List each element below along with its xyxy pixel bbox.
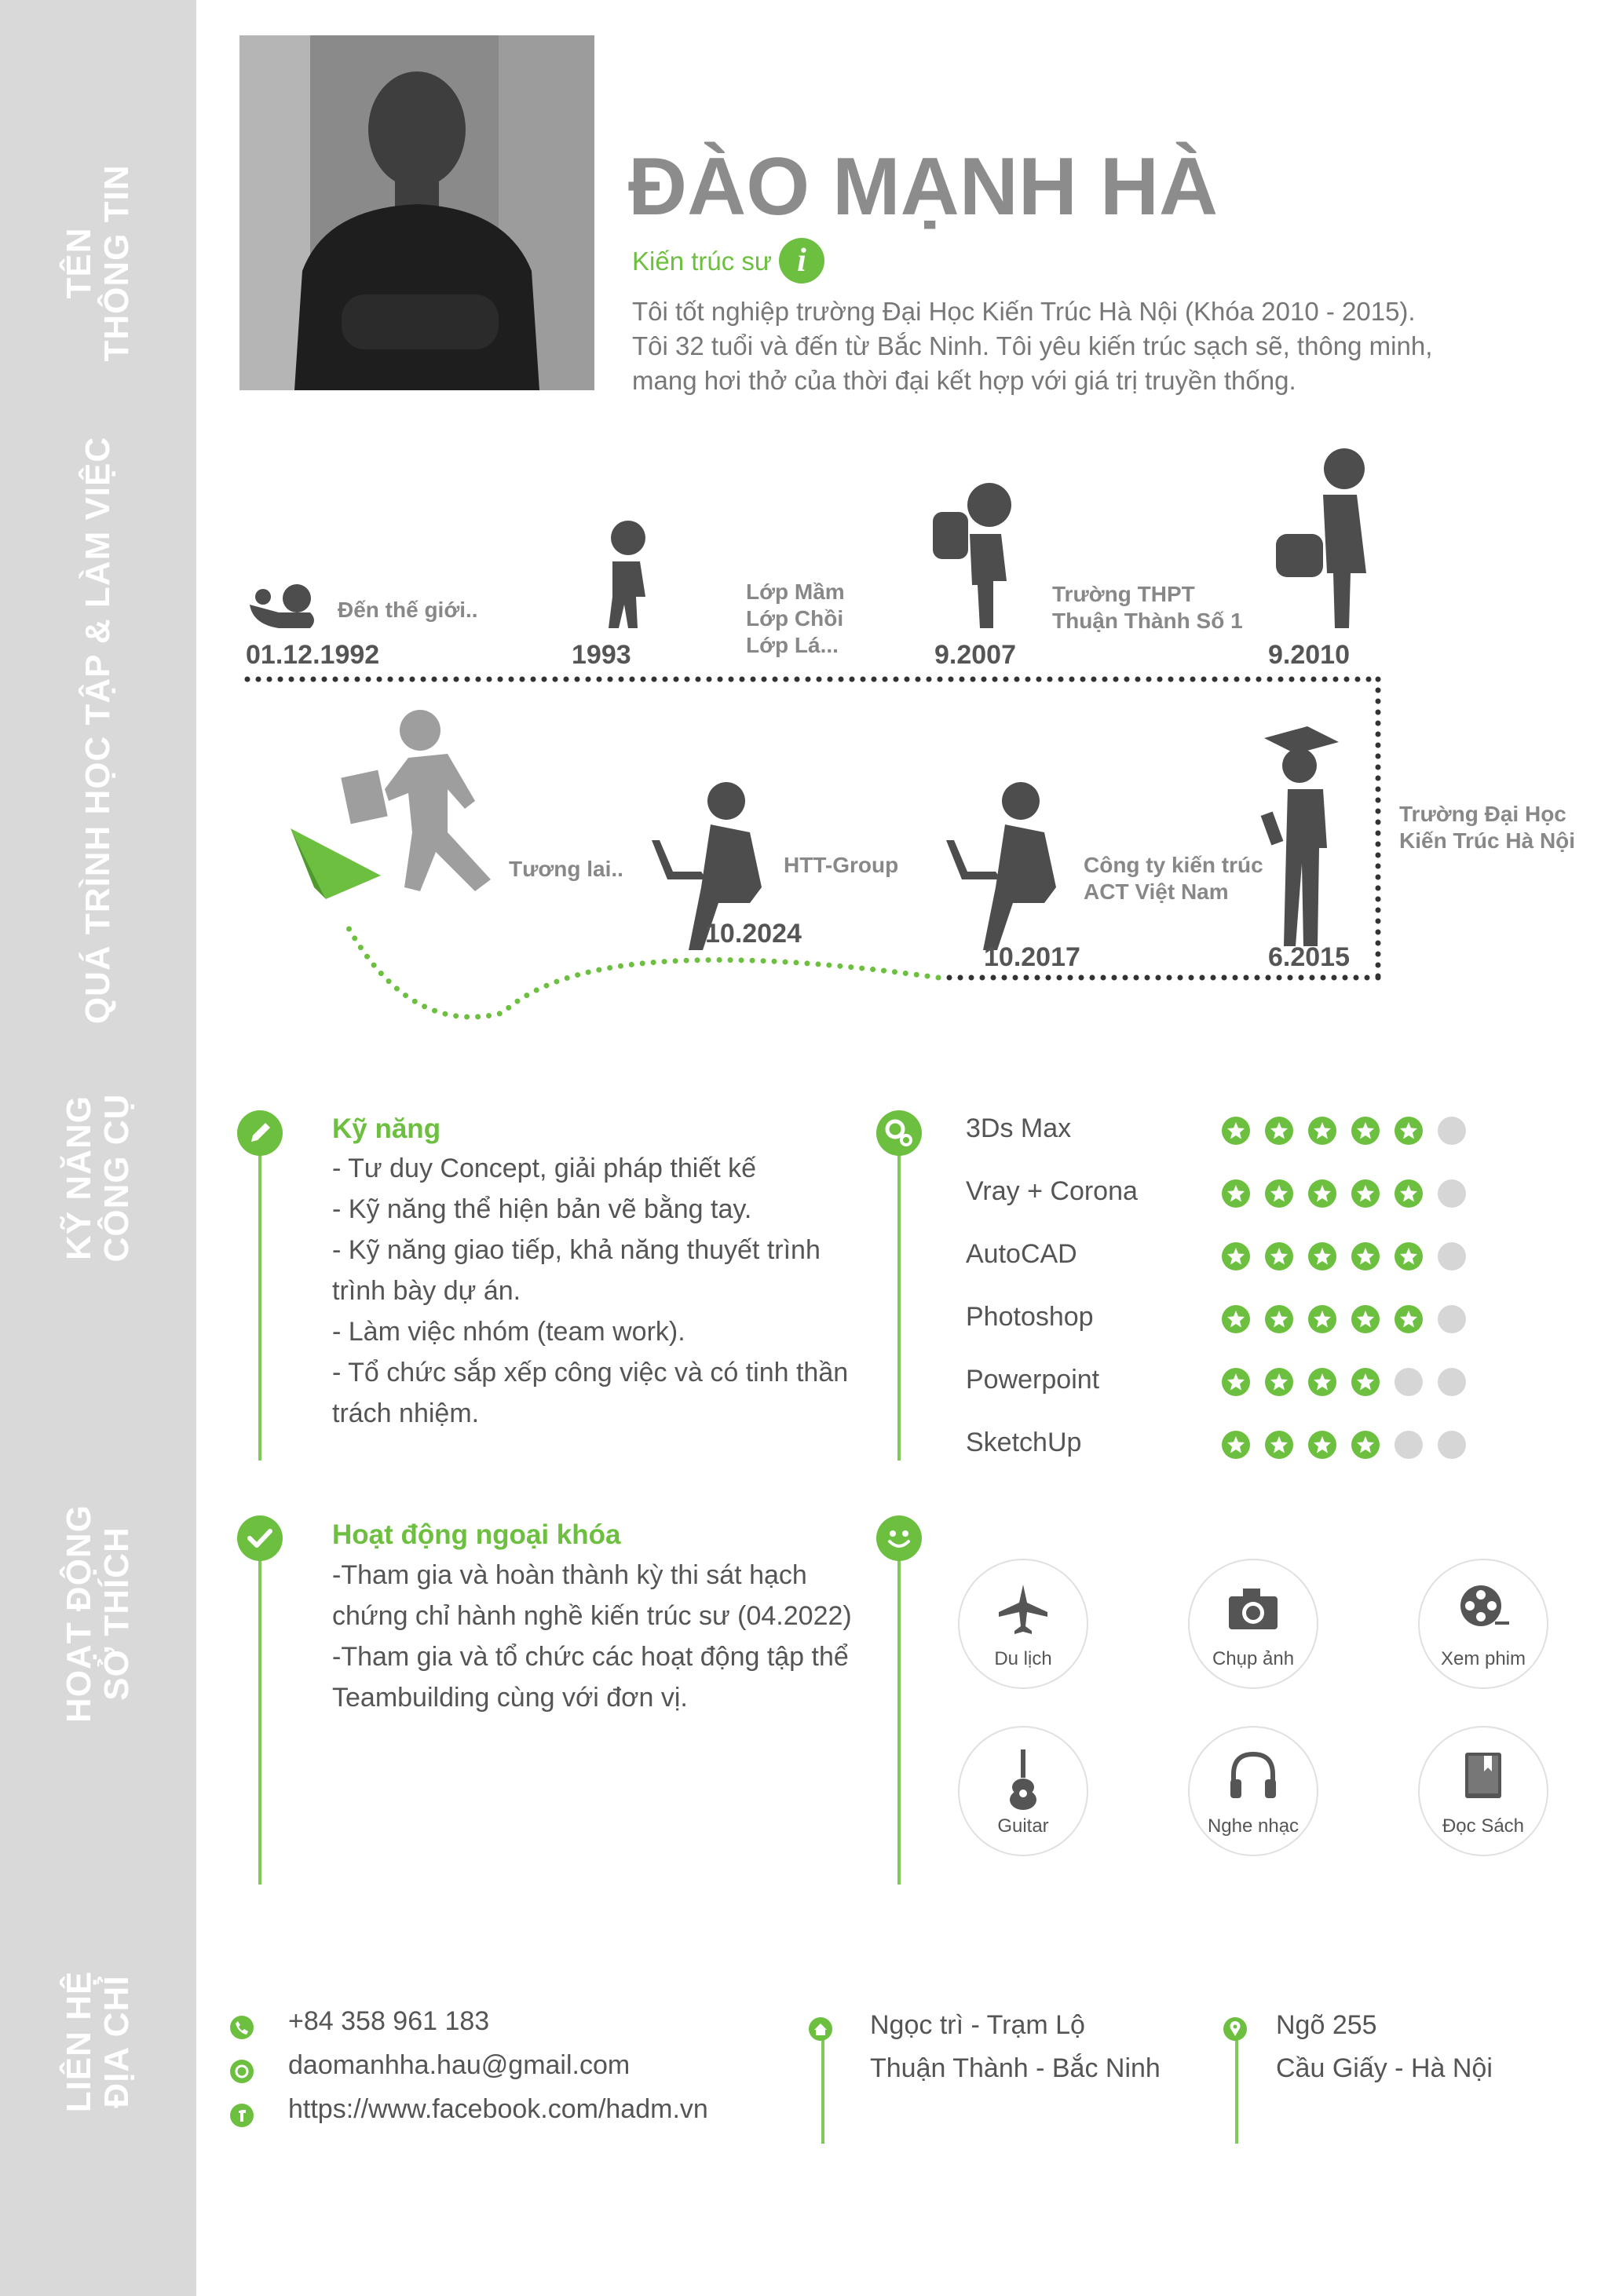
rating-star-filled xyxy=(1351,1242,1380,1270)
location-pin-icon xyxy=(1223,2017,1247,2041)
rating-star-filled xyxy=(1351,1305,1380,1333)
rating-star-filled xyxy=(1308,1179,1336,1208)
rating-star-filled xyxy=(1265,1368,1293,1396)
phone-number[interactable]: +84 358 961 183 xyxy=(288,2006,490,2036)
hobby-movies xyxy=(1418,1559,1548,1689)
skills-line-text: trình bày dự án. xyxy=(332,1276,521,1306)
airplane-icon xyxy=(996,1581,1051,1636)
activities-line-text: chứng chỉ hành nghề kiến trúc sư (04.2022) xyxy=(332,1601,852,1631)
book-icon xyxy=(1456,1748,1511,1803)
sidebar-label-contact xyxy=(60,1971,136,2113)
rating-star-filled xyxy=(1308,1117,1336,1145)
timeline-note: Trường Đại Học Kiến Trúc Hà Nội xyxy=(1399,802,1576,853)
activities-list xyxy=(332,1555,852,1718)
activities-line-text: Teambuilding cùng với đơn vị. xyxy=(332,1683,688,1713)
skills-line-text: - Kỹ năng giao tiếp, khả năng thuyết trình xyxy=(332,1235,821,1265)
rating-star-filled xyxy=(1308,1242,1336,1270)
timeline-date: 01.12.1992 xyxy=(246,640,380,670)
work-address-line2: Cầu Giấy - Hà Nội xyxy=(1276,2053,1493,2083)
rating-star-filled xyxy=(1395,1242,1423,1270)
sidebar-label-line: TÊN xyxy=(60,227,98,299)
tools-line xyxy=(897,1131,901,1461)
future-walker-icon xyxy=(341,710,491,891)
email-icon xyxy=(230,2060,254,2083)
tool-name: Vray + Corona xyxy=(966,1176,1138,1206)
work-address-line1: Ngõ 255 xyxy=(1276,2010,1377,2040)
camera-icon xyxy=(1226,1581,1281,1636)
sidebar-label-line: SỞ THÍCH xyxy=(97,1526,136,1701)
facebook-icon xyxy=(230,2104,254,2127)
baby-icon xyxy=(250,584,314,628)
headphones-icon xyxy=(1226,1748,1281,1803)
desk-worker-icon xyxy=(946,782,1056,950)
skills-line-text: trách nhiệm. xyxy=(332,1398,480,1428)
film-reel-icon xyxy=(1456,1581,1511,1636)
timeline-date: 1993 xyxy=(572,640,631,670)
rating-dot-empty xyxy=(1395,1431,1423,1459)
timeline-note: Trường THPT Thuận Thành Số 1 xyxy=(1052,582,1243,633)
activities-heading: Hoạt động ngoại khóa xyxy=(332,1519,621,1550)
rating-star-filled xyxy=(1308,1431,1336,1459)
hobby-label: Du lịch xyxy=(994,1648,1052,1669)
skills-list xyxy=(332,1148,848,1434)
hobby-label: Nghe nhạc xyxy=(1207,1815,1299,1837)
toddler-icon xyxy=(609,521,645,628)
hobby-photography xyxy=(1188,1559,1318,1689)
pencil-icon xyxy=(237,1110,283,1156)
graduate-icon xyxy=(1261,726,1339,946)
home-address-line1: Ngọc trì - Trạm Lộ xyxy=(870,2010,1085,2040)
rating-star-filled xyxy=(1265,1431,1293,1459)
tool-name: AutoCAD xyxy=(966,1239,1077,1269)
job-title: Kiến trúc sư xyxy=(632,247,772,276)
activities-line-text: -Tham gia và hoàn thành kỳ thi sát hạch xyxy=(332,1560,807,1590)
hobby-music xyxy=(1188,1726,1318,1856)
sidebar-label-line: HOẠT ĐỘNG xyxy=(60,1504,98,1723)
skills-line-text: - Tổ chức sắp xếp công việc và có tinh thần xyxy=(332,1358,849,1387)
rating-dot-empty xyxy=(1438,1431,1466,1459)
skills-heading: Kỹ năng xyxy=(332,1113,441,1144)
timeline-date: 10.2024 xyxy=(705,919,802,949)
hobby-reading xyxy=(1418,1726,1548,1856)
rating-dot-empty xyxy=(1395,1368,1423,1396)
phone-icon xyxy=(230,2016,254,2039)
home-address-line2: Thuận Thành - Bắc Ninh xyxy=(870,2053,1161,2083)
skills-line-text: - Tư duy Concept, giải pháp thiết kế xyxy=(332,1153,756,1183)
rating-star-filled xyxy=(1222,1117,1250,1145)
rating-star-filled xyxy=(1222,1179,1250,1208)
hobby-label: Đọc Sách xyxy=(1442,1815,1525,1837)
rating-star-filled xyxy=(1222,1305,1250,1333)
hobby-guitar xyxy=(958,1726,1088,1856)
rating-dot-empty xyxy=(1438,1179,1466,1208)
bio-line: mang hơi thở của thời đại kết hợp với giá trị truyền thống. xyxy=(632,366,1296,395)
smiley-icon xyxy=(876,1515,922,1561)
sidebar-label-skills xyxy=(60,1094,136,1263)
home-icon xyxy=(809,2017,832,2041)
timeline-date: 9.2007 xyxy=(934,640,1016,670)
rating-star-filled xyxy=(1351,1179,1380,1208)
gears-icon xyxy=(876,1110,922,1156)
timeline-note: HTT-Group xyxy=(784,853,899,877)
activities-line xyxy=(258,1539,261,1885)
rating-star-filled xyxy=(1265,1179,1293,1208)
hobby-label: Chụp ảnh xyxy=(1212,1648,1295,1669)
sidebar-label-line: CÔNG CỤ xyxy=(97,1093,136,1263)
timeline-note: Tương lai.. xyxy=(509,857,623,881)
skills-line xyxy=(258,1131,261,1461)
hobby-label: Guitar xyxy=(997,1815,1049,1837)
sidebar-label-hobbies xyxy=(60,1504,136,1723)
rating-star-filled xyxy=(1351,1431,1380,1459)
timeline-date: 9.2010 xyxy=(1268,640,1350,670)
timeline-graphic xyxy=(0,0,1623,1036)
guitar-icon xyxy=(996,1748,1051,1811)
info-icon: i xyxy=(779,238,824,283)
schoolboy-icon xyxy=(933,483,1011,628)
tool-name: SketchUp xyxy=(966,1428,1082,1457)
rating-star-filled xyxy=(1222,1368,1250,1396)
rating-star-filled xyxy=(1308,1368,1336,1396)
checkmark-icon xyxy=(237,1515,283,1561)
bio-line: Tôi tốt nghiệp trường Đại Học Kiến Trúc Hà Nội (Khóa 2010 - 2015). xyxy=(632,297,1416,326)
tool-name: Photoshop xyxy=(966,1302,1094,1332)
tool-name: Powerpoint xyxy=(966,1365,1100,1395)
rating-dot-empty xyxy=(1438,1305,1466,1333)
skills-line-text: - Kỹ năng thể hiện bản vẽ bằng tay. xyxy=(332,1194,752,1224)
sidebar-label-line: THÔNG TIN xyxy=(97,164,136,362)
rating-star-filled xyxy=(1395,1179,1423,1208)
sidebar-label-line: ĐỊA CHỈ xyxy=(97,1975,136,2108)
sidebar-label-line: LIÊN HỆ xyxy=(60,1970,98,2113)
hobbies-line xyxy=(897,1539,901,1885)
rating-star-filled xyxy=(1265,1117,1293,1145)
rating-dot-empty xyxy=(1438,1368,1466,1396)
rating-star-filled xyxy=(1265,1242,1293,1270)
rating-star-filled xyxy=(1395,1117,1423,1145)
rating-star-filled xyxy=(1265,1305,1293,1333)
hobby-travel xyxy=(958,1559,1088,1689)
rating-star-filled xyxy=(1395,1305,1423,1333)
activities-line-text: -Tham gia và tổ chức các hoạt động tập thể xyxy=(332,1642,849,1672)
timeline-note: Công ty kiến trúc ACT Việt Nam xyxy=(1084,853,1263,904)
timeline-note: Lớp Mầm Lớp Chồi Lớp Lá... xyxy=(746,579,845,657)
sidebar-label-line: QUÁ TRÌNH HỌC TẬP & LÀM VIỆC xyxy=(79,436,117,1025)
bio-line: Tôi 32 tuổi và đến từ Bắc Ninh. Tôi yêu kiến trúc sạch sẽ, thông minh, xyxy=(632,331,1433,360)
timeline-date: 6.2015 xyxy=(1268,942,1350,972)
rating-star-filled xyxy=(1351,1368,1380,1396)
tool-name: 3Ds Max xyxy=(966,1113,1072,1143)
rating-dot-empty xyxy=(1438,1117,1466,1145)
sidebar-label-line: KỸ NĂNG xyxy=(60,1095,98,1260)
rating-star-filled xyxy=(1351,1117,1380,1145)
timeline-date: 10.2017 xyxy=(984,942,1080,972)
facebook-link[interactable]: https://www.facebook.com/hadm.vn xyxy=(288,2094,708,2124)
rating-star-filled xyxy=(1222,1431,1250,1459)
timeline-note: Đến thế giới.. xyxy=(338,598,478,622)
email-address[interactable]: daomanhha.hau@gmail.com xyxy=(288,2050,631,2080)
rating-star-filled xyxy=(1308,1305,1336,1333)
rating-dot-empty xyxy=(1438,1242,1466,1270)
paper-plane-icon xyxy=(291,828,381,899)
skills-line-text: - Làm việc nhóm (team work). xyxy=(332,1317,685,1347)
rating-star-filled xyxy=(1222,1242,1250,1270)
person-name: ĐÀO MẠNH HÀ xyxy=(628,141,1219,232)
student-bag-icon xyxy=(1276,448,1366,628)
hobby-label: Xem phim xyxy=(1440,1648,1526,1669)
